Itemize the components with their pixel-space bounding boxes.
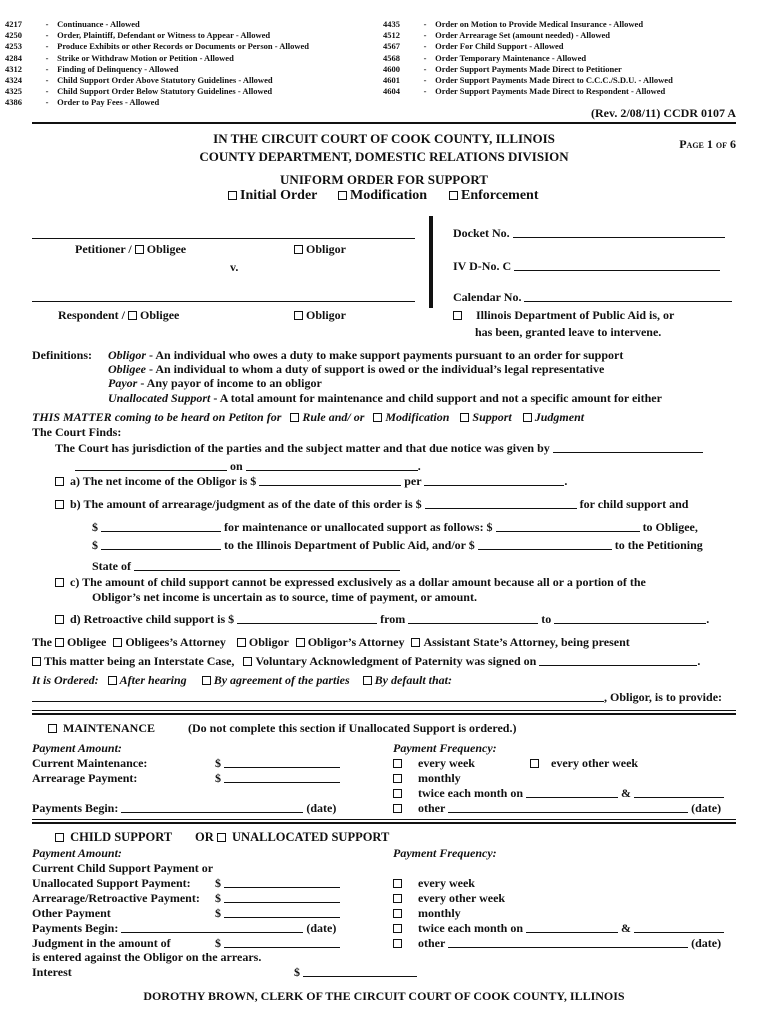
present-obligee[interactable]: Obligee	[55, 635, 106, 649]
calendar-number: Calendar No.	[453, 290, 732, 305]
maintenance-arrearage-field[interactable]	[101, 520, 221, 532]
to-obligee-field[interactable]	[496, 520, 640, 532]
maint-monthly[interactable]: monthly	[393, 771, 461, 786]
checkbox[interactable]	[460, 413, 469, 422]
retroactive-to-field[interactable]	[554, 612, 706, 624]
maintenance-option[interactable]: MAINTENANCE	[48, 721, 155, 735]
form-title: UNIFORM ORDER FOR SUPPORT	[280, 172, 488, 187]
checkbox[interactable]	[393, 789, 402, 798]
judgment-amount-label: Judgment in the amount of	[32, 936, 171, 950]
maint-frequency-label: Payment Frequency:	[393, 741, 497, 755]
section-rule	[32, 822, 736, 824]
interest-field[interactable]	[303, 965, 417, 977]
respondent-obligor-option[interactable]: Obligor	[294, 308, 346, 323]
checkbox[interactable]	[55, 578, 64, 587]
code-item: 4386 - Order to Pay Fees - Allowed	[5, 97, 160, 108]
code-item: 4568 - Order Temporary Maintenance - Allowed	[383, 52, 587, 63]
matter-modification[interactable]: Modification	[373, 410, 449, 424]
finding-c: c) The amount of child support cannot be expressed exclusively as a dollar amount because all or a portion of the	[55, 575, 646, 590]
maintenance-header: MAINTENANCE (Do not complete this section if Unallocated Support is ordered.)	[48, 721, 516, 736]
idpa-amount-field[interactable]	[101, 538, 221, 550]
finding-b-line2: $ for maintenance or unallocated support as follows: $ to Obligee,	[92, 520, 698, 534]
ordered-line: It is Ordered: After hearing By agreement of the parties By default that:	[32, 673, 453, 687]
code-item: 4435 - Order on Motion to Provide Medical Insurance - Allowed	[383, 19, 644, 29]
unallocated-payment-amount: $	[215, 876, 340, 891]
parties-present-line: The Obligee Obligees’s Attorney Obligor Obligor’s Attorney Assistant State’s Attorney, being present	[32, 635, 630, 649]
checkbox[interactable]	[530, 759, 539, 768]
checkbox[interactable]	[113, 638, 122, 647]
obligor-provide-line: , Obligor, is to provide:	[32, 690, 722, 705]
interest-amount: $	[294, 965, 417, 980]
court-division: COUNTY DEPARTMENT, DOMESTIC RELATIONS DIVISION	[199, 149, 569, 164]
checkbox[interactable]	[128, 311, 137, 320]
unallocated-option[interactable]: UNALLOCATED SUPPORT	[217, 830, 389, 844]
ordered-by-agreement[interactable]: By agreement of the parties	[202, 673, 350, 687]
clerk-footer: DOROTHY BROWN, CLERK OF THE CIRCUIT COURT OF COOK COUNTY, ILLINOIS	[143, 989, 625, 1003]
ivd-number: IV D-No. C	[453, 259, 720, 274]
maint-payments-begin: Payments Begin: (date)	[32, 801, 337, 815]
idpa-intervene-line2: has been, granted leave to intervene.	[475, 325, 662, 339]
maint-every-other-week[interactable]: every other week	[530, 756, 638, 771]
maint-other[interactable]: other (date)	[393, 801, 721, 816]
checkbox[interactable]	[243, 657, 252, 666]
maint-twice-day2-field[interactable]	[634, 786, 724, 798]
state-of-line: State of	[92, 559, 400, 574]
code-item: 4325 - Child Support Order Below Statutory Guidelines - Allowed	[5, 86, 273, 97]
matter-judgment[interactable]: Judgment	[523, 410, 584, 424]
ordered-after-hearing[interactable]: After hearing	[108, 673, 187, 687]
checkbox[interactable]	[363, 676, 372, 685]
cs-twice-day1-field[interactable]	[526, 921, 618, 933]
court-finds: The Court Finds:	[32, 425, 122, 439]
docket-number: Docket No.	[453, 226, 725, 241]
petitioner-label: Petitioner / Obligee	[75, 242, 187, 256]
code-item: 4512 - Order Arrearage Set (amount needed) - Allowed	[383, 30, 610, 41]
checkbox[interactable]	[393, 924, 402, 933]
checkbox[interactable]	[294, 311, 303, 320]
respondent-name-line[interactable]	[32, 301, 415, 302]
code-item: 4324 - Child Support Order Above Statutory Guidelines - Allowed	[5, 75, 273, 86]
net-income-period-field[interactable]	[424, 474, 564, 486]
interstate-line: This matter being an Interstate Case, Voluntary Acknowledgment of Paternity was signed on .	[32, 654, 700, 669]
finding-a: a) The net income of the Obligor is $ per .	[55, 474, 567, 489]
current-maintenance-field[interactable]	[224, 756, 340, 768]
arrearage-payment-amount: $	[215, 771, 340, 786]
cs-every-other-week[interactable]: every other week	[393, 891, 505, 906]
net-income-field[interactable]	[259, 474, 401, 486]
section-rule	[32, 713, 736, 715]
checkbox[interactable]	[135, 245, 144, 254]
arrearage-retro-amount: $	[215, 891, 340, 906]
order-type-modification[interactable]: Modification	[338, 188, 427, 204]
present-obligor[interactable]: Obligor	[237, 635, 289, 649]
code-item: 4567 - Order For Child Support - Allowed	[383, 41, 564, 52]
petitioner-obligor-option[interactable]: Obligor	[294, 242, 346, 257]
cs-every-week[interactable]: every week	[393, 876, 475, 891]
maint-twice-day1-field[interactable]	[526, 786, 618, 798]
other-payment-field[interactable]	[224, 906, 340, 918]
obligor-name-field[interactable]	[32, 690, 604, 702]
cs-payment-amount-label: Payment Amount:	[32, 846, 122, 860]
respondent-label: Respondent / Obligee	[58, 308, 180, 322]
cs-twice-day2-field[interactable]	[634, 921, 724, 933]
checkbox[interactable]	[338, 191, 347, 200]
definition-item: Unallocated Support - A total amount for maintenance and child support and not a specific amount for either	[108, 390, 662, 405]
cs-other[interactable]: other (date)	[393, 936, 721, 951]
checkbox[interactable]	[411, 638, 420, 647]
state-of-field[interactable]	[134, 559, 400, 571]
checkbox[interactable]	[48, 724, 57, 733]
petitioner-name-line[interactable]	[32, 238, 415, 239]
section-rule	[32, 819, 736, 820]
checkbox[interactable]	[393, 759, 402, 768]
current-maintenance-label: Current Maintenance:	[32, 756, 148, 770]
cs-frequency-label: Payment Frequency:	[393, 846, 497, 860]
checkbox[interactable]	[290, 413, 299, 422]
checkbox[interactable]	[393, 894, 402, 903]
code-item: 4312 - Finding of Delinquency - Allowed	[5, 63, 179, 74]
code-item: 4250 - Order, Plaintiff, Defendant or Witness to Appear - Allowed	[5, 30, 271, 41]
ivd-field[interactable]	[514, 259, 720, 271]
cs-monthly[interactable]: monthly	[393, 906, 461, 921]
maint-begin-date-field[interactable]	[121, 801, 303, 813]
judgment-amount-field[interactable]	[224, 936, 340, 948]
checkbox[interactable]	[453, 311, 462, 320]
checkbox[interactable]	[393, 804, 402, 813]
present-asa[interactable]: Assistant State’s Attorney, being present	[411, 635, 629, 649]
judgment-amount: $	[215, 936, 340, 951]
other-payment-amount: $	[215, 906, 340, 921]
checkbox[interactable]	[55, 477, 64, 486]
checkbox[interactable]	[393, 879, 402, 888]
checkbox[interactable]	[55, 615, 64, 624]
checkbox[interactable]	[202, 676, 211, 685]
definition-item: Payor - Any payor of income to an obligor	[108, 376, 322, 391]
paternity-date-field[interactable]	[539, 654, 697, 666]
codes-left-list	[5, 19, 309, 109]
checkbox[interactable]	[373, 413, 382, 422]
codes-right-list	[383, 19, 673, 97]
checkbox[interactable]	[228, 191, 237, 200]
code-item: 4604 - Order Support Payments Made Direct to Respondent - Allowed	[383, 86, 666, 97]
cs-twice-monthly[interactable]: twice each month on &	[393, 921, 724, 936]
petitioning-state-amount-field[interactable]	[478, 538, 612, 550]
maint-other-field[interactable]	[448, 801, 688, 813]
notice-date-field[interactable]	[246, 459, 418, 471]
current-maintenance-amount: $	[215, 756, 340, 771]
finding-b-line3: $ to the Illinois Department of Public Aid, and/or $ to the Petitioning	[92, 538, 703, 552]
definition-item: Obligee - An individual to whom a duty of support is owed or the individual’s legal representative	[108, 362, 605, 377]
interest-label: Interest	[32, 965, 72, 979]
arrearage-retro-field[interactable]	[224, 891, 340, 903]
maint-payment-amount-label: Payment Amount:	[32, 741, 122, 755]
notice-field[interactable]	[553, 441, 703, 453]
paternity-option[interactable]: Voluntary Acknowledgment of Paternity was signed on	[243, 654, 536, 668]
arrearage-payment-field[interactable]	[224, 771, 340, 783]
docket-field[interactable]	[513, 226, 725, 238]
checkbox[interactable]	[393, 939, 402, 948]
cs-other-field[interactable]	[448, 936, 688, 948]
code-item: 4601 - Order Support Payments Made Direct to C.C.C./S.D.U. - Allowed	[383, 75, 673, 86]
jurisdiction-line: The Court has jurisdiction of the parties and the subject matter and that due notice was given by	[55, 441, 703, 456]
versus: v.	[230, 260, 239, 274]
cs-payments-begin: Payments Begin: (date)	[32, 921, 337, 935]
arrearage-field[interactable]	[425, 497, 577, 509]
child-support-header: CHILD SUPPORT OR UNALLOCATED SUPPORT	[55, 830, 389, 845]
finding-b: b) The amount of arrearage/judgment as of the date of this order is $ for child support and	[55, 497, 688, 512]
checkbox[interactable]	[55, 500, 64, 509]
checkbox[interactable]	[393, 909, 402, 918]
definition-item: Obligor - An individual who owes a duty to make support payments pursuant to an order for support	[108, 348, 624, 362]
present-obligor-attorney[interactable]: Obligor’s Attorney	[296, 635, 405, 649]
matter-support[interactable]: Support	[460, 410, 511, 424]
checkbox[interactable]	[393, 774, 402, 783]
cs-begin-date-field[interactable]	[121, 921, 303, 933]
definitions-list	[108, 348, 662, 405]
other-payment-label: Other Payment	[32, 906, 111, 920]
section-rule	[32, 710, 736, 711]
revision-label: (Rev. 2/08/11) CCDR 0107 A	[591, 106, 736, 120]
checkbox[interactable]	[108, 676, 117, 685]
page-number: Page 1 of 6	[679, 137, 736, 151]
order-type-enforcement[interactable]: Enforcement	[449, 188, 539, 204]
order-type-initial[interactable]: Initial Order	[228, 188, 317, 204]
checkbox[interactable]	[294, 245, 303, 254]
unallocated-payment-label: Unallocated Support Payment:	[32, 876, 191, 890]
header-rule	[32, 122, 736, 124]
idpa-intervene[interactable]: Illinois Department of Public Aid is, or	[453, 308, 674, 323]
unallocated-payment-field[interactable]	[224, 876, 340, 888]
checkbox[interactable]	[449, 191, 458, 200]
checkbox[interactable]	[32, 657, 41, 666]
caption-divider	[429, 216, 433, 308]
child-support-option[interactable]: CHILD SUPPORT	[55, 830, 172, 844]
finding-d: d) Retroactive child support is $ from to .	[55, 612, 709, 627]
checkbox[interactable]	[217, 833, 226, 842]
notice-by-field[interactable]	[75, 459, 227, 471]
current-child-support-label: Current Child Support Payment or	[32, 861, 214, 875]
code-item: 4217 - Continuance - Allowed	[5, 19, 140, 29]
ordered-by-default[interactable]: By default that:	[363, 673, 452, 687]
finding-c-line2: Obligor’s net income is uncertain as to source, time of payment, or amount.	[92, 590, 477, 604]
definitions-label: Definitions:	[32, 348, 92, 362]
maint-every-week[interactable]: every week	[393, 756, 475, 771]
code-item: 4600 - Order Support Payments Made Direct to Petitioner	[383, 63, 622, 74]
matter-rule[interactable]: Rule and/ or	[290, 410, 364, 424]
checkbox[interactable]	[55, 833, 64, 842]
interstate-option[interactable]: This matter being an Interstate Case,	[32, 654, 234, 668]
checkbox[interactable]	[55, 638, 64, 647]
retroactive-amount-field[interactable]	[237, 612, 377, 624]
checkbox[interactable]	[237, 638, 246, 647]
checkbox[interactable]	[523, 413, 532, 422]
present-obligee-attorney[interactable]: Obligees’s Attorney	[113, 635, 226, 649]
court-name: IN THE CIRCUIT COURT OF COOK COUNTY, ILLINOIS	[213, 131, 555, 146]
jurisdiction-date-line: on .	[75, 459, 421, 474]
arrearage-payment-label: Arrearage Payment:	[32, 771, 138, 785]
code-item: 4253 - Produce Exhibits or other Records or Documents or Person - Allowed	[5, 41, 309, 52]
maint-twice-monthly[interactable]: twice each month on &	[393, 786, 724, 801]
matter-line: THIS MATTER coming to be heard on Petiton for Rule and/ or Modification Support Judgment	[32, 410, 585, 424]
arrearage-retro-label: Arrearage/Retroactive Payment:	[32, 891, 200, 905]
code-item: 4284 - Strike or Withdraw Motion or Petition - Allowed	[5, 52, 234, 63]
checkbox[interactable]	[296, 638, 305, 647]
retroactive-from-field[interactable]	[408, 612, 538, 624]
entered-against-label: is entered against the Obligor on the arrears.	[32, 950, 262, 964]
calendar-field[interactable]	[524, 290, 732, 302]
